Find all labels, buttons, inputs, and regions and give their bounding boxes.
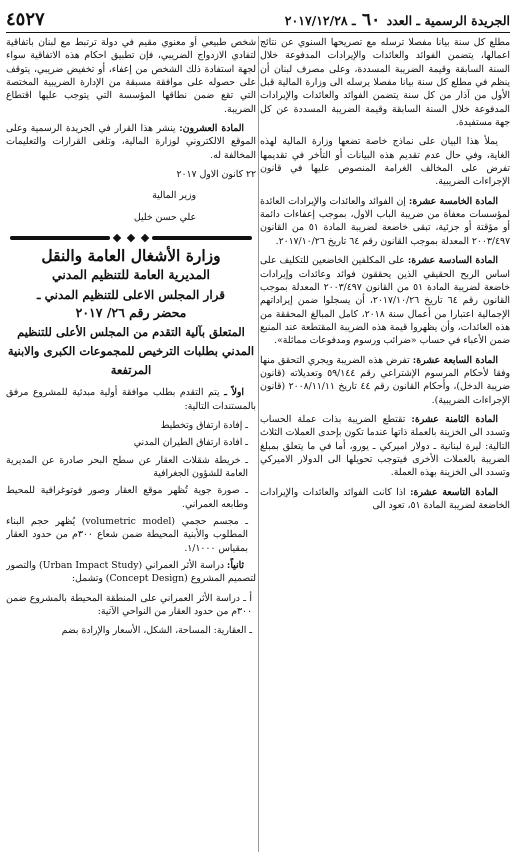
article-17: المادة السابعة عشرة: تفرض هذه الضريبة ويجري التحقق منها وفقا لأحكام المرسوم الإشتراعي رقم ٥٩/١٤٤ وتعديلاته (قانون ضريبة الدخل)، وأحكام القانون رقم ٤٤ تاريخ ٢٠٠٨/١١/١١ (قانون الإجراءات الضريبية). xyxy=(260,354,510,406)
ministry-heading: وزارة الأشغال العامة والنقل xyxy=(41,246,221,266)
list-item: ـ إفادة ارتفاق وتخطيط xyxy=(160,419,248,431)
clause-second: ثانياً: دراسة الأثر العمراني (Urban Impact Study) والتصور لتصميم المشروع (Concept Design) وتشمل: xyxy=(6,559,256,585)
article-20: المادة العشرون: ينشر هذا القرار في الجريدة الرسمية وعلى الموقع الالكتروني لوزارة المالية، وتلغى القرارات والتعليمات المخالفة له. xyxy=(6,123,256,161)
article-label: المادة الثامنة عشرة: xyxy=(411,413,498,425)
article-label: المادة السابعة عشرة: xyxy=(412,354,498,366)
signature-role: وزير المالية xyxy=(152,190,196,202)
sub-item: ـ العقارية: المساحة، الشكل، الأسعار والإرادة بضم xyxy=(61,625,252,637)
signature-date: ٢٢ كانون الاول ٢٠١٧ xyxy=(176,169,256,181)
section-separator xyxy=(10,232,252,243)
decision-subject: المتعلق بآلية التقدم من المجلس الأعلى للتنظيم المدني بطلبات الترخيص للمجموعات الكبرى والابنية المرتفعة xyxy=(7,325,255,378)
article-label: المادة العشرون: xyxy=(179,123,244,135)
article-18: المادة الثامنة عشرة: تقتطع الضريبة بذات عملة الحساب وتسدد الى الخزينة بالعملة ذاتها عندما تكون بإحدى العملات الثلاث التالية: ليرة لبنانية ـ دولار اميركي ـ يورو، أما في ما يتعلق بمبلغ الضريبة بالعملات الأخرى فيتوجب تحويلها الى الدولار الاميركي وتسدد الى الخزينة بهذه العملة. xyxy=(260,413,510,479)
header-publication xyxy=(285,10,510,30)
column-divider xyxy=(258,36,259,852)
page-header xyxy=(6,4,510,33)
clause-first: اولاً ـ يتم التقدم بطلب موافقة أولية مبدئية للمشروع مرفق بالمستندات التالية: xyxy=(6,387,256,412)
list-item: ـ خريطة شقلات العقار عن سطح البحر صادرة عن المديرية العامة للشؤون الجغرافية xyxy=(6,454,248,479)
minutes-number: محضر رقم ٢٦/ ٢٠١٧ xyxy=(75,304,187,320)
left-column xyxy=(6,36,256,854)
clause-label: ثانياً: xyxy=(226,559,244,571)
header-date: ـ ٢٠١٧/١٢/٢٨ xyxy=(284,13,356,28)
right-column xyxy=(260,36,510,854)
list-item: ـ صورة جوية تُظهر موقع العقار وصور فوتوغرافية للمحيط وطابعه العمراني. xyxy=(6,485,248,510)
article-paragraph: يملأ هذا البيان على نماذج خاصة تضعها وزارة المالية لهذه الغاية، وفي حال عدم تقديم هذه البيانات أو التأخر في تقديمها تفرض على المخالف الغرامة المنصوص عليها في قانون الإجراءات الضريبية. xyxy=(260,136,510,188)
sub-item: أ ـ دراسة الأثر العمراني على المنطقة المحيطة بالمشروع ضمن ٣٠٠م من حدود العقار من النواحي الآتية: xyxy=(6,592,252,617)
article-16: المادة السادسة عشرة: على المكلفين الخاضعين للتكليف على اساس الربح الحقيقي الذين يحققون فوائد وعائدات وإيرادات خاضعة لضريبة المادة ٥١ من القانون ٢٠٠٣/٤٩٧ المعدلة بموجب القانون رقم ٦٤ تاريخ ٢٠١٧/١٠/٢٦، أن يسجلوا ضمن إيراداتهم الإجمالية اعتبارا من أعمال سنة ٢٠١٨، كامل المبالغ المحققة من هذه العائدات، وأن يظهروا قيمة هذه الضريبة المقتطعة عند المنبع ضمن الأعباء في حساب «ضرائب ورسوم ومدفوعات مماثلة». xyxy=(260,255,510,347)
clause-label: اولاً ـ xyxy=(224,387,244,399)
article-label: المادة السادسة عشرة: xyxy=(407,255,498,267)
signature-block xyxy=(6,168,256,224)
article-paragraph: شخص طبيعي أو معنوي مقيم في دولة ترتبط مع لبنان باتفاقية لتفادي الازدواج الضريبي، فإن تطبيق احكام هذه الاتفاقية سواء لجهة استفادة ذلك الشخص من إعفاء، أو تخفيض ضريبي، يتوقف على حصوله على موافقة مسبقة من الإدارة الضريبية المختصة التي تقع ضمن نطاقها المؤسسة التي يتوجب عليها اقتطاع الضريبة. xyxy=(6,37,256,115)
header-issue-number: ٦٠ xyxy=(362,10,381,30)
list-item: ـ مجسم حجمي (volumetric model) يُظهر حجم البناء المطلوب والأبنية المحيطة ضمن شعاع ٣٠٠م من حدود العقار بمقياس ١/١٠٠٠. xyxy=(6,515,248,554)
article-19: المادة التاسعة عشرة: اذا كانت الفوائد والعائدات والإيرادات الخاضعة لضريبة المادة ٥١، تعود الى xyxy=(260,486,510,511)
directorate-heading: المديرية العامة للتنظيم المدني xyxy=(51,267,210,283)
article-label: المادة الخامسة عشرة: xyxy=(408,195,499,207)
article-label: المادة التاسعة عشرة: xyxy=(410,486,498,498)
article-paragraph: مطلع كل سنة بيانا مفصلا ترسله مع تصريحها السنوي عن نتائج اعمالها، يتضمن الفوائد والعائدات والإيرادات المدفوعة خلال السنة السابقة وقيمة الضريبة المسددة، وعلى مصرف لبنان أن ينظم في مطلع كل سنة بيانا مفصلا يرسله الى وزارة المالية قبل الأول من آذار من كل سنة يتضمن الفوائد والعائدات والإيرادات المدفوعة خلال السنة السابقة وقيمة الضريبة المسددة عن كل جهة مستفيدة. xyxy=(260,37,510,129)
decision-heading: قرار المجلس الاعلى للتنظيم المدني ـ xyxy=(36,287,226,302)
page-number: ٤٥٢٧ xyxy=(6,9,45,30)
header-title: الجريدة الرسمية ـ العدد xyxy=(386,13,510,28)
article-15: المادة الخامسة عشرة: إن الفوائد والعائدات والإيرادات العائدة لمؤسسات معفاة من ضريبة الباب الاول، بموجب إعفاءات دائمة أو مؤقتة أو جزئية، تبقى خاضعة لضريبة المادة ٥١ من القانون ٢٠٠٣/٤٩٧ المعدلة بموجب القانون رقم ٦٤ تاريخ ٢٠١٧/١٠/٢٦. xyxy=(260,195,510,247)
list-item: ـ افادة ارتفاق الطيران المدني xyxy=(133,437,248,449)
signature-name: علي حسن خليل xyxy=(133,211,196,223)
